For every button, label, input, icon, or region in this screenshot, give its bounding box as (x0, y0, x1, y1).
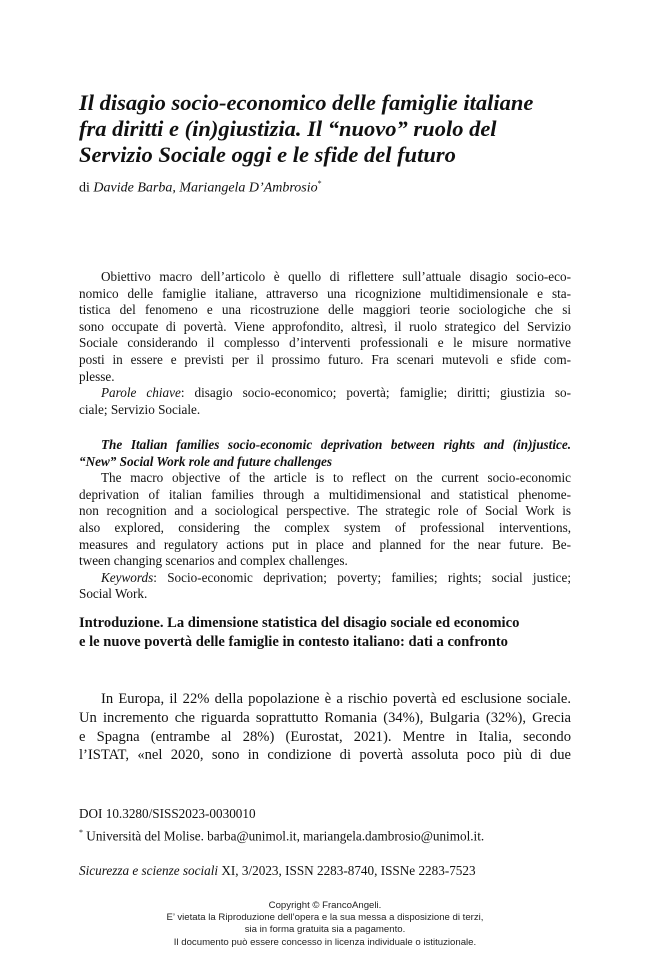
affiliation-text: Università del Molise. barba@unimol.it, mariangela.dambrosio@unimol.it. (83, 828, 485, 844)
abstract-line: measures and regulatory actions put in place and planned for the near future. Be- (79, 536, 571, 552)
copyright-notice (0, 900, 650, 949)
title-line: Servizio Sociale oggi e le sfide del futuro (79, 142, 456, 167)
footnote-marker: * (317, 179, 322, 188)
english-title-line: The Italian families socio-economic deprivation between rights and (in)justice. (101, 437, 571, 452)
abstract-line: posti in essere e previsti per il prossimo futuro. Fra scenari mutevoli e sfide com- (79, 351, 571, 367)
body-line: l’ISTAT, «nel 2020, sono in condizione di povertà assoluta poco più di due (79, 747, 571, 764)
footnote-marker: * (79, 828, 83, 837)
abstract-line: tween changing scenarios and complex challenges. (79, 553, 348, 569)
journal-details: XI, 3/2023, ISSN 2283-8740, ISSNe 2283-7523 (218, 863, 476, 878)
body-line: In Europa, il 22% della popolazione è a rischio povertà ed esclusione sociale. (101, 691, 571, 707)
body-line: e Spagna (entrambe al 28%) (Eurostat, 2021). Mentre in Italia, secondo (79, 728, 571, 745)
abstract-line: non recognition and a sociological perspective. The strategic role of Social Work is (79, 503, 571, 519)
section-heading (79, 614, 571, 652)
keywords-line (79, 570, 571, 587)
keywords-line: ciale; Servizio Sociale. (79, 401, 201, 417)
article-title (79, 90, 579, 168)
title-line: fra diritti e (in)giustizia. Il “nuovo” ruolo del (79, 116, 497, 141)
byline (79, 175, 322, 198)
abstract-line: Sociale considerando il complesso d’interventi professionali e le misure normative (79, 335, 571, 351)
copyright-line: sia in forma gratuita sia a pagamento. (244, 924, 406, 936)
keywords-line: Social Work. (79, 586, 148, 602)
body-paragraph (79, 690, 571, 765)
abstract-line: The macro objective of the article is to reflect on the current socio-economic (101, 470, 571, 486)
english-title-line: “New” Social Work role and future challenges (79, 453, 333, 469)
keywords-line (79, 385, 571, 402)
abstract-line: also explored, considering the complex system of professional interventions, (79, 519, 571, 535)
abstract-line: tistica del fenomeno e una ricostruzione delle maggiori teorie sociologiche che si (79, 302, 571, 318)
abstract-line: sono occupate di povertà. Viene approfondito, altresì, il ruolo strategico del Servizio (79, 318, 571, 334)
copyright-line: Copyright © FrancoAngeli. (268, 900, 382, 911)
keywords-label: Keywords (101, 569, 154, 585)
byline-prefix: di (79, 180, 94, 196)
affiliation-footnote (79, 824, 484, 844)
copyright-line: E’ vietata la Riproduzione dell’opera e la sua messa a disposizione di terzi, (166, 912, 484, 924)
body-line: Un incremento che riguarda soprattutto Romania (34%), Bulgaria (32%), Grecia (79, 709, 571, 726)
keywords-label: Parole chiave (101, 385, 181, 401)
heading-line: Introduzione. La dimensione statistica del disagio sociale ed economico (79, 615, 520, 631)
doi: DOI 10.3280/SISS2023-0030010 (79, 806, 256, 821)
abstract-english (79, 437, 571, 603)
abstract-line: plesse. (79, 368, 115, 384)
heading-line: e le nuove povertà delle famiglie in contesto italiano: dati a confronto (79, 634, 508, 650)
abstract-line: Obiettivo macro dell’articolo è quello di riflettere sull’attuale disagio socio-eco- (101, 269, 571, 284)
journal-name: Sicurezza e scienze sociali (79, 863, 219, 878)
journal-info (79, 862, 476, 879)
title-line: Il disagio socio-economico delle famiglie italiane (79, 90, 534, 115)
copyright-line: Il documento può essere concesso in licenza individuale o istituzionale. (173, 936, 477, 948)
abstract-italian (79, 269, 571, 418)
abstract-line: deprivation of italian families through a multidimensional and statistical phenome- (79, 486, 571, 502)
abstract-line: nomico delle famiglie italiane, attraverso una ricognizione multidimensionale e sta- (79, 285, 571, 301)
authors: Davide Barba, Mariangela D’Ambrosio (93, 180, 318, 196)
keywords-text: : disagio socio-economico; povertà; famiglie; diritti; giustizia so- (180, 385, 571, 401)
keywords-text: : Socio-economic deprivation; poverty; families; rights; social justice; (153, 569, 571, 585)
